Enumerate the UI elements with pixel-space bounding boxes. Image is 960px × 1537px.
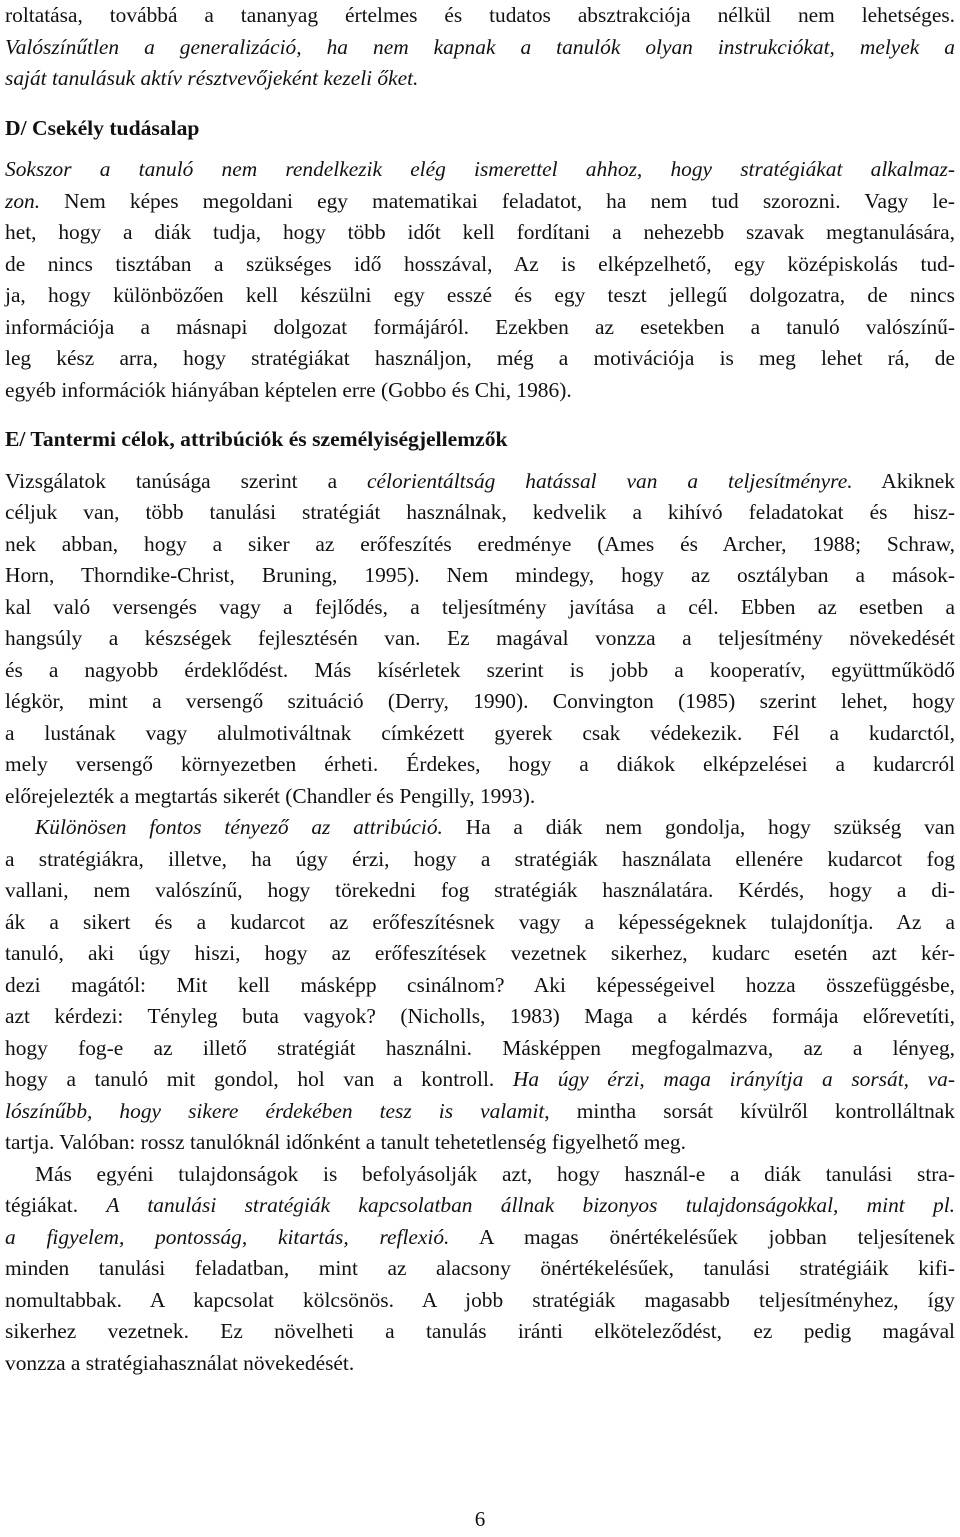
text-line: hangsúly a készségek fejlesztésén van. Ez magával vonzza a teljesítmény növekedését [5,626,955,650]
text-span: célorientáltság hatással van a teljesítményre. [367,468,853,493]
text-line [5,466,955,498]
text-line [5,1096,955,1128]
text-span: hogy a tanuló mit gondol, hol van a kontroll. [5,1067,513,1091]
text-line: kal való versengés vagy a fejlődés, a teljesítmény javítása a cél. Ebben az esetben a [5,594,955,619]
text-line: Horn, Thorndike-Christ, Bruning, 1995). Nem mindegy, hogy az osztályban a mások- [5,563,955,587]
text-span: a figyelem, pontosság, kitartás, reflexió. [5,1224,450,1249]
text-line: roltatása, továbbá a tananyag értelmes és tudatos absztrakciója nélkül nem lehetséges. [5,3,955,27]
text-line: leg kész arra, hogy stratégiákat használjon, még a motivációja is meg lehet rá, de [5,346,955,370]
section-d-paragraph [5,154,955,406]
text-span: tégiákat. [5,1193,107,1217]
text-span: zon. [5,188,41,213]
text-line: ja, hogy különbözően kell készülni egy esszé és egy teszt jellegű dolgozatra, de nincs [5,283,955,307]
text-line [5,186,955,218]
text-line: het, hogy a diák tudja, hogy több időt kell fordítani a nehezebb szavak megtanulására, [5,220,955,244]
text-line: saját tanulásuk aktív résztvevőjeként kezeli őket. [5,66,419,90]
text-span: Különösen fontos tényező az attribúció. [35,815,443,839]
text-span: Akiknek [852,468,955,493]
section-e-heading: E/ Tantermi célok, attribúciók és személyiségjellemzők [5,427,508,451]
text-line: céljuk van, több tanulási stratégiát használnak, kedvelik a kihívó feladatokat és hisz- [5,500,955,524]
text-line [5,1064,955,1096]
spacer [5,406,955,424]
text-line: sikerhez vezetnek. Ez növelheti a tanulás iránti elköteleződést, ez pedig magával [5,1319,955,1343]
spacer [5,144,955,154]
text-line: azt kérdezi: Tényleg buta vagyok? (Nicholls, 1983) Maga a kérdés formája előrevetíti, [5,1004,955,1028]
text-line: információja a másnapi dolgozat formájáról. Ezekben az esetekben a tanuló valószínű- [5,314,955,339]
text-line: minden tanulási feladatban, mint az alacsony önértékelésűek, tanulási stratégiáik kifi- [5,1256,955,1280]
text-span: lószínűbb, hogy sikere érdekében tesz is valamit [5,1098,545,1123]
section-e-paragraph-2 [5,812,955,1159]
document-page [5,0,955,1379]
spacer [5,456,955,466]
text-line: mely versengő környezetben érheti. Érdekes, hogy a diákok elképzelései a kudarcról [5,752,955,776]
text-span: Nem képes megoldani egy matematikai feladatot, ha nem tud szorozni. Vagy le- [40,188,955,213]
text-line: Valószínűtlen a generalizáció, ha nem kapnak a tanulók olyan instrukciókat, melyek a [5,34,955,59]
text-line: előrejelezték a megtartás sikerét (Chandler és Pengilly, 1993). [5,783,536,808]
text-line: vonzza a stratégiahasználat növekedését. [5,1350,355,1375]
section-e-paragraph-1 [5,466,955,813]
page-number: 6 [474,1507,486,1531]
text-line: nek abban, hogy a siker az erőfeszítés eredménye (Ames és Archer, 1988; Schraw, [5,531,955,556]
text-line: a lustának vagy alulmotiváltnak címkézett gyerek csak védekezik. Fél a kudarctól, [5,720,955,745]
text-line: Más egyéni tulajdonságok is befolyásolják azt, hogy használ-e a diák tanulási stra- [35,1161,955,1186]
text-span: A magas önértékelésűek jobban teljesítenek [449,1224,955,1249]
text-line: vallani, nem valószínű, hogy törekedni fog stratégiák használatára. Kérdés, hogy a di- [5,878,955,902]
text-line: tartja. Valóban: rossz tanulóknál időnként a tanult tehetetlenség figyelhető meg. [5,1130,686,1154]
text-line: de nincs tisztában a szükséges idő hosszával, Az is elképzelhető, egy középiskolás tud- [5,251,955,276]
text-line: egyéb információk hiányában képtelen erre (Gobbo és Chi, 1986). [5,377,572,402]
section-e-paragraph-3 [5,1159,955,1380]
text-line: tanuló, aki úgy hiszi, hogy az erőfeszítések vezetnek sikerhez, kudarc esetén azt kér- [5,941,955,965]
text-span: Ha a diák nem gondolja, hogy szükség van [442,815,955,839]
text-line: dezi magától: Mit kell másképp csinálnom? Aki képességeivel hozza összefüggésbe, [5,972,955,997]
text-line: Sokszor a tanuló nem rendelkezik elég ismerettel ahhoz, hogy stratégiákat alkalmaz- [5,157,955,181]
text-line: légkör, mint a versengő szituáció (Derry, 1990). Convington (1985) szerint lehet, hogy [5,689,955,713]
intro-paragraph [5,0,955,95]
text-line: hogy fog-e az illető stratégiát használni. Másképpen megfogalmazva, az a lényeg, [5,1035,955,1060]
text-span: Vizsgálatok tanúsága szerint a [5,468,368,493]
spacer [5,95,955,113]
text-line: ák a sikert és a kudarcot az erőfeszítésnek vagy a képességeknek tulajdonítja. Az a [5,909,955,934]
text-line: a stratégiákra, illetve, ha úgy érzi, hogy a stratégiák használata ellenére kudarcot fog [5,846,955,871]
text-line: nomultabbak. A kapcsolat kölcsönös. A jobb stratégiák magasabb teljesítményhez, így [5,1287,955,1312]
section-d-heading: D/ Csekély tudásalap [5,115,200,140]
text-span: A tanulási stratégiák kapcsolatban állnak bizonyos tulajdonságokkal, mint pl. [106,1193,955,1217]
text-line [5,1222,955,1254]
text-line [5,1190,955,1222]
text-span: Ha úgy érzi, maga irányítja a sorsát, va- [512,1067,955,1091]
text-span: , mintha sorsát kívülről kontrolláltnak [544,1098,955,1123]
text-line [5,812,955,844]
text-line: és a nagyobb érdeklődést. Más kísérletek szerint is jobb a kooperatív, együttműködő [5,657,955,682]
